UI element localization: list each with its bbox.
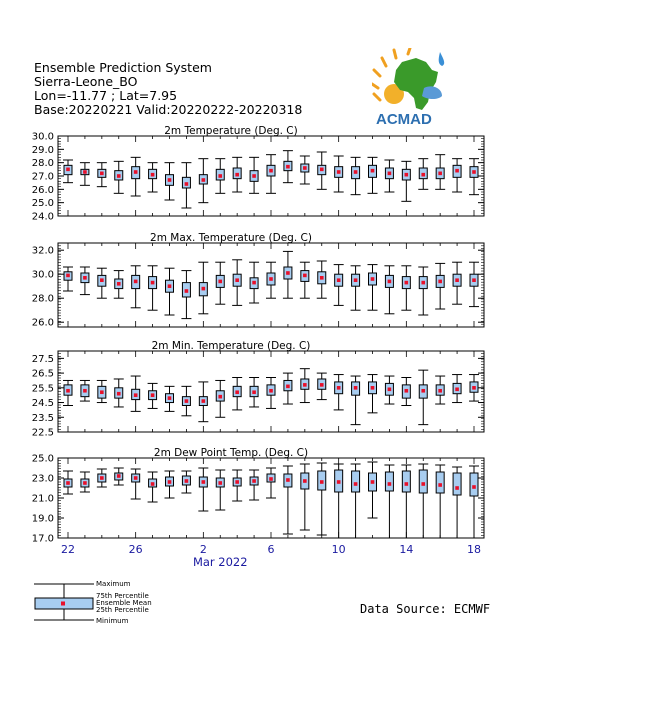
panel-title: 2m Min. Temperature (Deg. C) bbox=[151, 340, 311, 352]
mean-marker bbox=[83, 276, 87, 280]
ensemble-box bbox=[198, 468, 208, 511]
mean-marker bbox=[202, 178, 206, 182]
y-tick-label: 32.0 bbox=[31, 245, 54, 257]
ensemble-box bbox=[283, 151, 293, 183]
mean-marker bbox=[202, 399, 206, 403]
ensemble-box bbox=[215, 470, 225, 510]
mean-marker bbox=[405, 482, 409, 486]
mean-marker bbox=[100, 476, 104, 480]
ensemble-box bbox=[215, 380, 225, 417]
ensemble-box bbox=[266, 155, 276, 194]
legend-25th-percentile: 25th Percentile bbox=[96, 606, 149, 614]
ensemble-box bbox=[283, 466, 293, 534]
ensemble-box bbox=[300, 369, 310, 403]
mean-marker bbox=[388, 387, 392, 391]
header-line-dates: Base:20220221 Valid:20220222-20220318 bbox=[34, 102, 303, 117]
mean-marker bbox=[269, 389, 273, 393]
mean-marker bbox=[66, 168, 70, 172]
ensemble-box bbox=[334, 375, 344, 410]
mean-marker bbox=[218, 174, 222, 178]
ensemble-box bbox=[114, 379, 124, 407]
y-tick-label: 27.5 bbox=[31, 353, 54, 365]
y-tick-label: 23.5 bbox=[31, 412, 54, 424]
mean-marker bbox=[83, 389, 87, 393]
y-tick-label: 26.0 bbox=[31, 184, 54, 196]
ensemble-box bbox=[266, 378, 276, 409]
y-tick-label: 29.0 bbox=[31, 144, 54, 156]
ensemble-box bbox=[401, 378, 411, 406]
mean-marker bbox=[337, 170, 341, 174]
mean-marker bbox=[151, 482, 155, 486]
ensemble-box bbox=[418, 464, 428, 538]
mean-marker bbox=[83, 481, 87, 485]
ensemble-box bbox=[148, 383, 158, 408]
ensemble-box bbox=[198, 159, 208, 203]
mean-marker bbox=[388, 280, 392, 284]
mean-marker bbox=[168, 480, 172, 484]
y-tick-label: 25.5 bbox=[31, 383, 54, 395]
mean-marker bbox=[303, 383, 307, 387]
ensemble-box bbox=[63, 471, 73, 494]
mean-marker bbox=[117, 282, 121, 286]
percentile-box bbox=[436, 472, 444, 493]
ensemble-box bbox=[249, 157, 259, 193]
mean-marker bbox=[320, 168, 324, 172]
percentile-box bbox=[470, 473, 478, 496]
mean-marker bbox=[388, 482, 392, 486]
y-tick-label: 17.0 bbox=[31, 533, 54, 545]
y-tick-label: 24.0 bbox=[31, 211, 54, 223]
mean-marker bbox=[303, 274, 307, 278]
ensemble-box bbox=[266, 468, 276, 498]
mean-marker bbox=[185, 479, 189, 483]
ensemble-box bbox=[249, 470, 259, 500]
mean-marker bbox=[66, 481, 70, 485]
y-tick-label: 28.0 bbox=[31, 293, 54, 305]
y-tick-label: 25.0 bbox=[31, 453, 54, 465]
y-tick-label: 27.0 bbox=[31, 171, 54, 183]
mean-marker bbox=[337, 278, 341, 282]
ensemble-box bbox=[384, 376, 394, 404]
mean-marker bbox=[405, 173, 409, 177]
logo-text: ACMAD bbox=[376, 111, 432, 126]
mean-marker bbox=[286, 165, 290, 169]
ensemble-box bbox=[80, 163, 90, 186]
y-tick-label: 24.5 bbox=[31, 398, 54, 410]
y-tick-label: 30.0 bbox=[31, 269, 54, 281]
ensemble-box bbox=[401, 266, 411, 310]
mean-marker bbox=[66, 389, 70, 393]
ensemble-box bbox=[435, 155, 445, 190]
ensemble-box bbox=[97, 469, 107, 487]
mean-marker bbox=[371, 169, 375, 173]
mean-marker bbox=[134, 476, 138, 480]
ensemble-box bbox=[452, 375, 462, 403]
ensemble-box bbox=[300, 156, 310, 184]
mean-marker bbox=[371, 277, 375, 281]
x-tick-label: 6 bbox=[267, 543, 275, 556]
mean-marker bbox=[252, 174, 256, 178]
mean-marker bbox=[269, 169, 273, 173]
ensemble-box bbox=[351, 266, 361, 310]
y-tick-label: 22.5 bbox=[31, 427, 54, 439]
mean-marker bbox=[455, 169, 459, 173]
mean-marker bbox=[269, 277, 273, 281]
mean-marker bbox=[252, 479, 256, 483]
ensemble-box bbox=[452, 262, 462, 304]
ensemble-box bbox=[165, 386, 175, 411]
x-tick-label: 14 bbox=[399, 543, 414, 556]
ensemble-box bbox=[114, 468, 124, 485]
mean-marker bbox=[354, 170, 358, 174]
ensemble-box bbox=[300, 464, 310, 530]
mean-marker bbox=[218, 395, 222, 399]
y-tick-label: 26.5 bbox=[31, 368, 54, 380]
ensemble-box bbox=[80, 472, 90, 492]
mean-marker bbox=[151, 173, 155, 177]
mean-marker bbox=[354, 278, 358, 282]
chart-panel bbox=[32, 447, 484, 545]
percentile-box bbox=[453, 473, 461, 495]
x-tick-label: 22 bbox=[61, 543, 75, 556]
mean-marker bbox=[337, 480, 341, 484]
mean-marker bbox=[134, 170, 138, 174]
ensemble-box bbox=[131, 157, 141, 196]
mean-marker bbox=[218, 481, 222, 485]
ensemble-box bbox=[249, 378, 259, 407]
mean-marker bbox=[286, 478, 290, 482]
mean-marker bbox=[455, 278, 459, 282]
mean-marker bbox=[472, 386, 476, 390]
ensemble-box bbox=[469, 466, 479, 538]
ensemble-box bbox=[114, 271, 124, 299]
ensemble-box bbox=[452, 159, 462, 192]
legend-75th-percentile: 75th Percentile bbox=[96, 592, 149, 600]
ensemble-box bbox=[317, 373, 327, 400]
ensemble-box bbox=[469, 159, 479, 195]
percentile-box bbox=[419, 470, 427, 493]
ensemble-box bbox=[469, 375, 479, 402]
mean-marker bbox=[252, 390, 256, 394]
ensemble-box bbox=[368, 375, 378, 413]
mean-marker bbox=[134, 280, 138, 284]
mean-marker bbox=[235, 173, 239, 177]
mean-marker bbox=[438, 483, 442, 487]
mean-marker bbox=[421, 281, 425, 285]
mean-marker bbox=[168, 284, 172, 288]
legend-box-glyph bbox=[34, 580, 96, 624]
ensemble-box bbox=[63, 160, 73, 183]
ensemble-box bbox=[334, 156, 344, 192]
mean-marker bbox=[421, 482, 425, 486]
mean-marker bbox=[320, 276, 324, 280]
y-tick-label: 19.0 bbox=[31, 513, 54, 525]
ensemble-box bbox=[165, 163, 175, 200]
mean-marker bbox=[421, 389, 425, 393]
mean-marker bbox=[455, 387, 459, 391]
header-line-station: Sierra-Leone_BO bbox=[34, 74, 138, 89]
ensemble-box bbox=[283, 373, 293, 404]
legend-maximum: Maximum bbox=[96, 580, 131, 588]
ensemble-box bbox=[300, 262, 310, 298]
mean-marker bbox=[151, 393, 155, 397]
mean-marker bbox=[168, 396, 172, 400]
mean-marker bbox=[438, 172, 442, 176]
ensemble-box bbox=[435, 263, 445, 309]
ensemble-box bbox=[80, 267, 90, 295]
mean-marker bbox=[117, 174, 121, 178]
y-tick-label: 26.0 bbox=[31, 317, 54, 329]
mean-marker bbox=[269, 477, 273, 481]
mean-marker bbox=[455, 486, 459, 490]
ensemble-box bbox=[384, 266, 394, 314]
ensemble-box bbox=[114, 161, 124, 193]
ensemble-box bbox=[249, 262, 259, 303]
mean-marker bbox=[388, 172, 392, 176]
ensemble-box bbox=[165, 268, 175, 315]
x-tick-label: 26 bbox=[128, 543, 143, 556]
y-tick-label: 23.0 bbox=[31, 473, 54, 485]
ensemble-box bbox=[418, 370, 428, 424]
ensemble-box bbox=[368, 265, 378, 311]
mean-marker bbox=[83, 170, 87, 174]
ensemble-box bbox=[232, 157, 242, 192]
ensemble-box bbox=[80, 380, 90, 401]
percentile-box bbox=[385, 472, 393, 491]
x-month-label: Mar 2022 bbox=[192, 555, 248, 569]
ensemble-box bbox=[232, 470, 242, 501]
x-tick-label: 2 bbox=[199, 543, 207, 556]
mean-marker bbox=[168, 178, 172, 182]
mean-marker bbox=[354, 386, 358, 390]
ensemble-box bbox=[283, 251, 293, 298]
ensemble-box bbox=[181, 386, 191, 415]
ensemble-box bbox=[131, 469, 141, 499]
mean-marker bbox=[235, 390, 239, 394]
mean-marker bbox=[438, 389, 442, 393]
ensemble-box bbox=[317, 152, 327, 189]
ensemble-box bbox=[452, 467, 462, 538]
ensemble-box bbox=[63, 380, 73, 405]
ensemble-box bbox=[97, 380, 107, 402]
mean-marker bbox=[66, 274, 70, 278]
ensemble-box bbox=[215, 159, 225, 194]
mean-marker bbox=[151, 281, 155, 285]
mean-marker bbox=[235, 278, 239, 282]
legend-ensemble-mean: Ensemble Mean bbox=[96, 599, 152, 607]
ensemble-box bbox=[351, 464, 361, 538]
ensemble-box bbox=[469, 262, 479, 306]
panel-title: 2m Temperature (Deg. C) bbox=[164, 125, 298, 137]
mean-marker bbox=[286, 385, 290, 389]
ensemble-box bbox=[232, 378, 242, 410]
x-tick-label: 18 bbox=[467, 543, 481, 556]
mean-marker bbox=[354, 482, 358, 486]
ensemble-box bbox=[232, 260, 242, 306]
y-tick-label: 30.0 bbox=[31, 131, 54, 143]
percentile-box bbox=[402, 471, 410, 492]
ensemble-box bbox=[418, 267, 428, 315]
mean-marker bbox=[100, 172, 104, 176]
ensemble-box bbox=[418, 159, 428, 190]
ensemble-box bbox=[384, 160, 394, 192]
ensemble-box bbox=[97, 268, 107, 298]
ensemble-box bbox=[63, 267, 73, 291]
mean-marker bbox=[202, 287, 206, 291]
mean-marker bbox=[472, 170, 476, 174]
ensemble-box bbox=[165, 471, 175, 498]
header-line-coordinates: Lon=-11.77 ; Lat=7.95 bbox=[34, 88, 178, 103]
ensemble-box bbox=[351, 376, 361, 425]
ensemble-box bbox=[148, 472, 158, 502]
mean-marker bbox=[100, 390, 104, 394]
mean-marker bbox=[472, 485, 476, 489]
x-tick-label: 10 bbox=[331, 543, 346, 556]
mean-marker bbox=[252, 281, 256, 285]
y-tick-label: 25.0 bbox=[31, 198, 54, 210]
ensemble-box bbox=[351, 157, 361, 194]
ensemble-box bbox=[317, 463, 327, 535]
ensemble-box bbox=[131, 376, 141, 411]
mean-marker bbox=[320, 383, 324, 387]
mean-marker bbox=[303, 166, 307, 170]
mean-marker bbox=[337, 386, 341, 390]
mean-marker bbox=[472, 278, 476, 282]
ensemble-box bbox=[181, 471, 191, 493]
y-tick-label: 28.0 bbox=[31, 158, 54, 170]
mean-marker bbox=[202, 480, 206, 484]
panel-title: 2m Dew Point Temp. (Deg. C) bbox=[153, 447, 309, 459]
mean-marker bbox=[320, 480, 324, 484]
ensemble-box bbox=[384, 465, 394, 538]
mean-marker bbox=[405, 389, 409, 393]
ensemble-box bbox=[435, 465, 445, 538]
chart-panel bbox=[32, 125, 484, 223]
ensemble-box bbox=[198, 382, 208, 422]
mean-marker bbox=[286, 271, 290, 275]
ensemble-box bbox=[215, 262, 225, 304]
mean-marker bbox=[303, 479, 307, 483]
mean-marker bbox=[371, 386, 375, 390]
y-tick-label: 21.0 bbox=[31, 493, 54, 505]
legend-minimum: Minimum bbox=[96, 617, 129, 625]
mean-marker bbox=[405, 281, 409, 285]
ensemble-box bbox=[97, 163, 107, 187]
header-line-title: Ensemble Prediction System bbox=[34, 60, 212, 75]
ensemble-box bbox=[266, 262, 276, 298]
data-source-label: Data Source: ECMWF bbox=[360, 602, 491, 616]
mean-marker bbox=[371, 480, 375, 484]
mean-marker bbox=[117, 392, 121, 396]
ensemble-box bbox=[401, 465, 411, 538]
mean-marker bbox=[235, 480, 239, 484]
ensemble-box bbox=[368, 157, 378, 193]
ensemble-box bbox=[334, 265, 344, 306]
ensemble-box bbox=[401, 161, 411, 201]
mean-marker bbox=[117, 474, 121, 478]
chart-panel bbox=[32, 232, 484, 329]
mean-marker bbox=[438, 280, 442, 284]
ensemble-box bbox=[198, 262, 208, 314]
mean-marker bbox=[185, 399, 189, 403]
mean-marker bbox=[134, 393, 138, 397]
mean-marker bbox=[185, 289, 189, 293]
ensemble-box bbox=[435, 376, 445, 404]
ensemble-box bbox=[317, 261, 327, 298]
ensemble-box bbox=[131, 266, 141, 308]
mean-marker bbox=[218, 280, 222, 284]
panel-title: 2m Max. Temperature (Deg. C) bbox=[150, 232, 312, 244]
ensemble-box bbox=[368, 462, 378, 518]
mean-marker bbox=[421, 173, 425, 177]
chart-panel bbox=[32, 340, 484, 439]
percentile-box bbox=[352, 471, 360, 492]
ensemble-box bbox=[148, 266, 158, 310]
mean-marker bbox=[185, 182, 189, 186]
ensemble-box bbox=[148, 163, 158, 192]
ensemble-box bbox=[181, 163, 191, 208]
ensemble-box bbox=[181, 271, 191, 319]
ensemble-box bbox=[334, 464, 344, 538]
mean-marker bbox=[100, 278, 104, 282]
